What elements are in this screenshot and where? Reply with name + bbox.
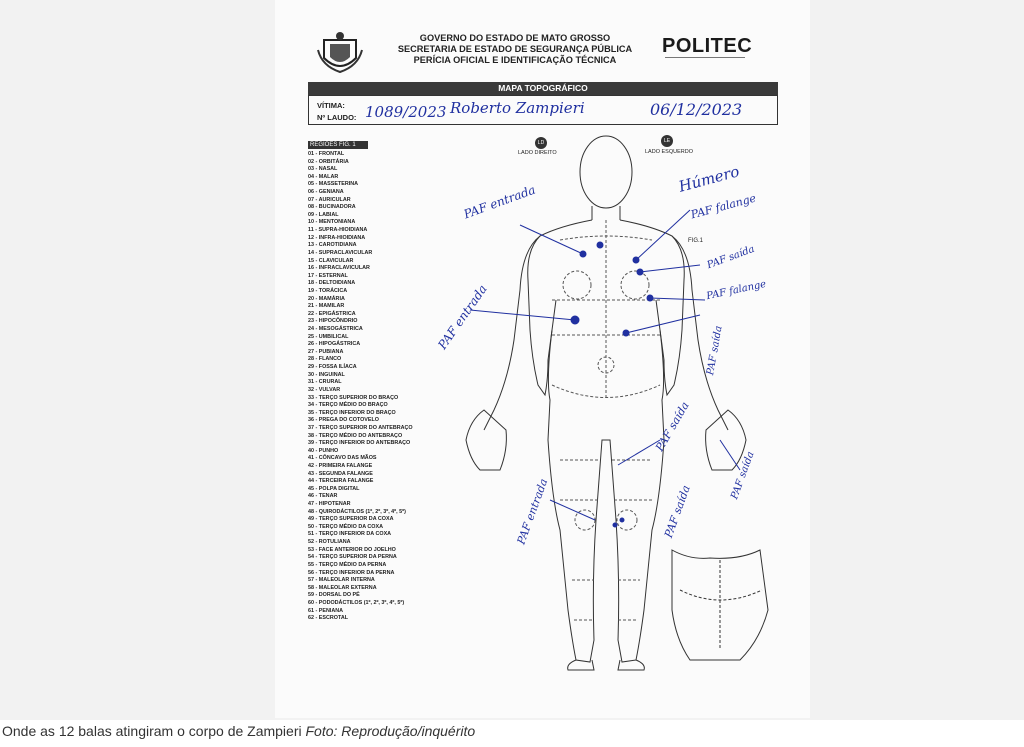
- right-arm-outline: [484, 236, 540, 430]
- lado-esquerdo-badge: LE: [661, 135, 673, 147]
- legend-item: 44 - TERCEIRA FALANGE: [308, 478, 374, 485]
- hip-outline: [548, 330, 664, 662]
- legend-item: 09 - LABIAL: [308, 211, 339, 218]
- legend-item: 18 - DELTOIDIANA: [308, 280, 356, 287]
- legend-item: 01 - FRONTAL: [308, 151, 345, 157]
- legend-item: 04 - MALAR: [308, 173, 339, 180]
- legend-item: 48 - QUIRODÁCTILOS (1º, 2º, 3º, 4º, 5º): [308, 508, 406, 515]
- legend-item: 35 - TERÇO INFERIOR DO BRAÇO: [308, 409, 396, 416]
- legend-item: 25 - UMBILICAL: [308, 333, 349, 340]
- legend-item: 22 - EPIGÁSTRICA: [308, 310, 356, 317]
- legend-item: 15 - CLAVICULAR: [308, 257, 354, 264]
- leader-line: [640, 265, 700, 272]
- legend-item: 56 - TERÇO INFERIOR DA PERNA: [308, 569, 395, 576]
- right-thigh-line: [560, 460, 600, 500]
- legend-item: 36 - PREGA DO COTOVELO: [308, 417, 379, 424]
- legend-item: 12 - INFRA-HIOIDIANA: [308, 234, 366, 241]
- annotation-paf-saida-1: PAF saída: [705, 243, 757, 272]
- legend-item: 55 - TERÇO MÉDIO DA PERNA: [308, 561, 387, 568]
- legend-item: 03 - NASAL: [308, 166, 338, 173]
- legend-item: 57 - MALEOLAR INTERNA: [308, 577, 375, 584]
- legend-item: 34 - TERÇO MÉDIO DO BRAÇO: [308, 402, 388, 409]
- photo-caption: [2, 723, 475, 739]
- legend-item: 27 - PUBIANA: [308, 348, 344, 355]
- left-breast-region: [621, 271, 649, 299]
- legend-item: 49 - TERÇO SUPERIOR DA COXA: [308, 516, 394, 523]
- legend-item: 53 - FACE ANTERIOR DO JOELHO: [308, 546, 396, 553]
- legend-item: 10 - MENTONIANA: [308, 219, 356, 226]
- legend-item: 28 - FLANCO: [308, 356, 342, 363]
- lado-direito-badge: LD: [535, 137, 547, 149]
- legend-item: 11 - SUPRA-HIOIDIANA: [308, 227, 368, 234]
- fig1-label: FIG.1: [688, 238, 704, 244]
- legend-item: 13 - CAROTIDIANA: [308, 242, 357, 249]
- legend-item: 32 - VULVAR: [308, 386, 341, 393]
- annotation-paf-saida-2: PAF saída: [705, 325, 725, 376]
- legend-item: 45 - POLPA DIGITAL: [308, 485, 360, 492]
- laudo-value: 1089/2023: [365, 103, 447, 121]
- legend-item: 43 - SEGUNDA FALANGE: [308, 470, 373, 477]
- legend-item: 61 - PENIANA: [308, 607, 344, 614]
- left-thigh-line: [612, 460, 652, 500]
- annotation-paf-entrada-2: PAF entrada: [435, 282, 490, 352]
- annotation-humerus: Húmero: [676, 162, 742, 196]
- header-line-3: PERÍCIA OFICIAL E IDENTIFICAÇÃO TÉCNICA: [413, 55, 617, 65]
- victim-label: VÍTIMA:: [317, 101, 345, 110]
- wound-mark: [597, 242, 603, 248]
- leader-line: [626, 315, 700, 333]
- legend-item: 37 - TERÇO SUPERIOR DO ANTEBRAÇO: [308, 424, 413, 431]
- legend-title: REGIÕES FIG. 1: [308, 141, 368, 149]
- legend-item: 02 - ORBITÁRIA: [308, 158, 349, 165]
- legend-item: 58 - MALEOLAR EXTERNA: [308, 584, 377, 591]
- legend-item: 19 - TORÁCICA: [308, 287, 348, 294]
- left-leg-line: [618, 580, 640, 620]
- annotation-paf-entrada: PAF entrada: [461, 182, 538, 222]
- legend-item: 16 - INFRACLAVICULAR: [308, 265, 370, 272]
- legend-item: 07 - AURICULAR: [308, 196, 351, 203]
- legend-item: 17 - ESTERNAL: [308, 272, 348, 279]
- legend-item: 60 - PODODÁCTILOS (1º, 2º, 3º, 4º, 5º): [308, 599, 405, 606]
- legend-item: 05 - MASSETERINA: [308, 181, 359, 188]
- leader-line: [470, 310, 575, 320]
- date-value: 06/12/2023: [650, 100, 743, 119]
- header-line-2: SECRETARIA DE ESTADO DE SEGURANÇA PÚBLICA: [397, 44, 633, 54]
- legend-item: 52 - ROTULIANA: [308, 539, 351, 546]
- back-figure-dashes: [680, 560, 762, 650]
- legend-item: 62 - ESCROTAL: [308, 615, 349, 622]
- legend-item: 26 - HIPOGÁSTRICA: [308, 341, 361, 348]
- legend-item: 23 - HIPOCÔNDRIO: [308, 318, 358, 325]
- legend-item: 08 - BUCINADORA: [308, 204, 356, 211]
- legend-item: 20 - MAMÁRIA: [308, 295, 345, 302]
- right-leg-line: [572, 580, 594, 620]
- wound-mark: [620, 518, 624, 522]
- annotation-paf-saida-5: PAF saída: [661, 483, 693, 540]
- header-line-1: GOVERNO DO ESTADO DE MATO GROSSO: [419, 33, 611, 43]
- head-outline: [580, 136, 632, 208]
- caption-credit: Foto: Reprodução/inquérito: [305, 723, 476, 739]
- legend-item: 51 - TERÇO INFERIOR DA COXA: [308, 531, 392, 538]
- annotation-paf-falange-2: PAF falange: [705, 278, 768, 303]
- right-hand-outline: [466, 410, 506, 470]
- legend-item: 38 - TERÇO MÉDIO DO ANTEBRAÇO: [308, 432, 403, 439]
- caption-text: Onde as 12 balas atingiram o corpo de Zampieri: [2, 723, 302, 739]
- lado-esquerdo-label: LADO ESQUERDO: [645, 149, 693, 155]
- legend-item: 06 - GENIANA: [308, 189, 344, 196]
- right-knee-region: [575, 510, 595, 530]
- victim-value: Roberto Zampieri: [450, 99, 585, 117]
- politec-logo: POLITEC: [662, 35, 753, 57]
- leader-line: [720, 440, 740, 470]
- legend-item: 42 - PRIMEIRA FALANGE: [308, 462, 373, 469]
- form-title: MAPA TOPOGRÁFICO: [308, 82, 778, 95]
- legend-item: 33 - TERÇO SUPERIOR DO BRAÇO: [308, 394, 399, 401]
- legend-item: 40 - PUNHO: [308, 447, 339, 454]
- left-hand-outline: [706, 410, 746, 470]
- legend-item: 39 - TERÇO INFERIOR DO ANTEBRAÇO: [308, 440, 411, 447]
- legend-item: 50 - TERÇO MÉDIO DA COXA: [308, 523, 383, 530]
- legend-item: 54 - TERÇO SUPERIOR DA PERNA: [308, 554, 397, 561]
- annotation-paf-entrada-3: PAF entrada: [514, 476, 551, 547]
- legend-item: 31 - CRURAL: [308, 379, 342, 386]
- legend-item: 59 - DORSAL DO PÉ: [308, 592, 360, 599]
- annotation-paf-saida-3: PAF saída: [653, 399, 692, 454]
- wound-mark: [613, 523, 617, 527]
- legend-item: 21 - MAMILAR: [308, 303, 345, 310]
- legend-item: 29 - FOSSA ILÍACA: [308, 364, 357, 371]
- legend-item: 14 - SUPRACLAVICULAR: [308, 249, 373, 256]
- legend-item: 30 - INGUINAL: [308, 371, 345, 378]
- laudo-label: Nº LAUDO:: [317, 113, 357, 122]
- right-breast-region: [563, 271, 591, 299]
- annotation-paf-falange: PAF falange: [689, 191, 758, 222]
- legend-item: 41 - CÔNCAVO DAS MÃOS: [308, 455, 377, 462]
- annotation-paf-saida-4: PAF saída: [729, 450, 757, 501]
- legend-item: 46 - TENAR: [308, 493, 338, 500]
- lado-direito-label: LADO DIREITO: [518, 150, 557, 156]
- legend-item: 47 - HIPOTENAR: [308, 501, 351, 508]
- legend-item: 24 - MESOGÁSTRICA: [308, 326, 363, 333]
